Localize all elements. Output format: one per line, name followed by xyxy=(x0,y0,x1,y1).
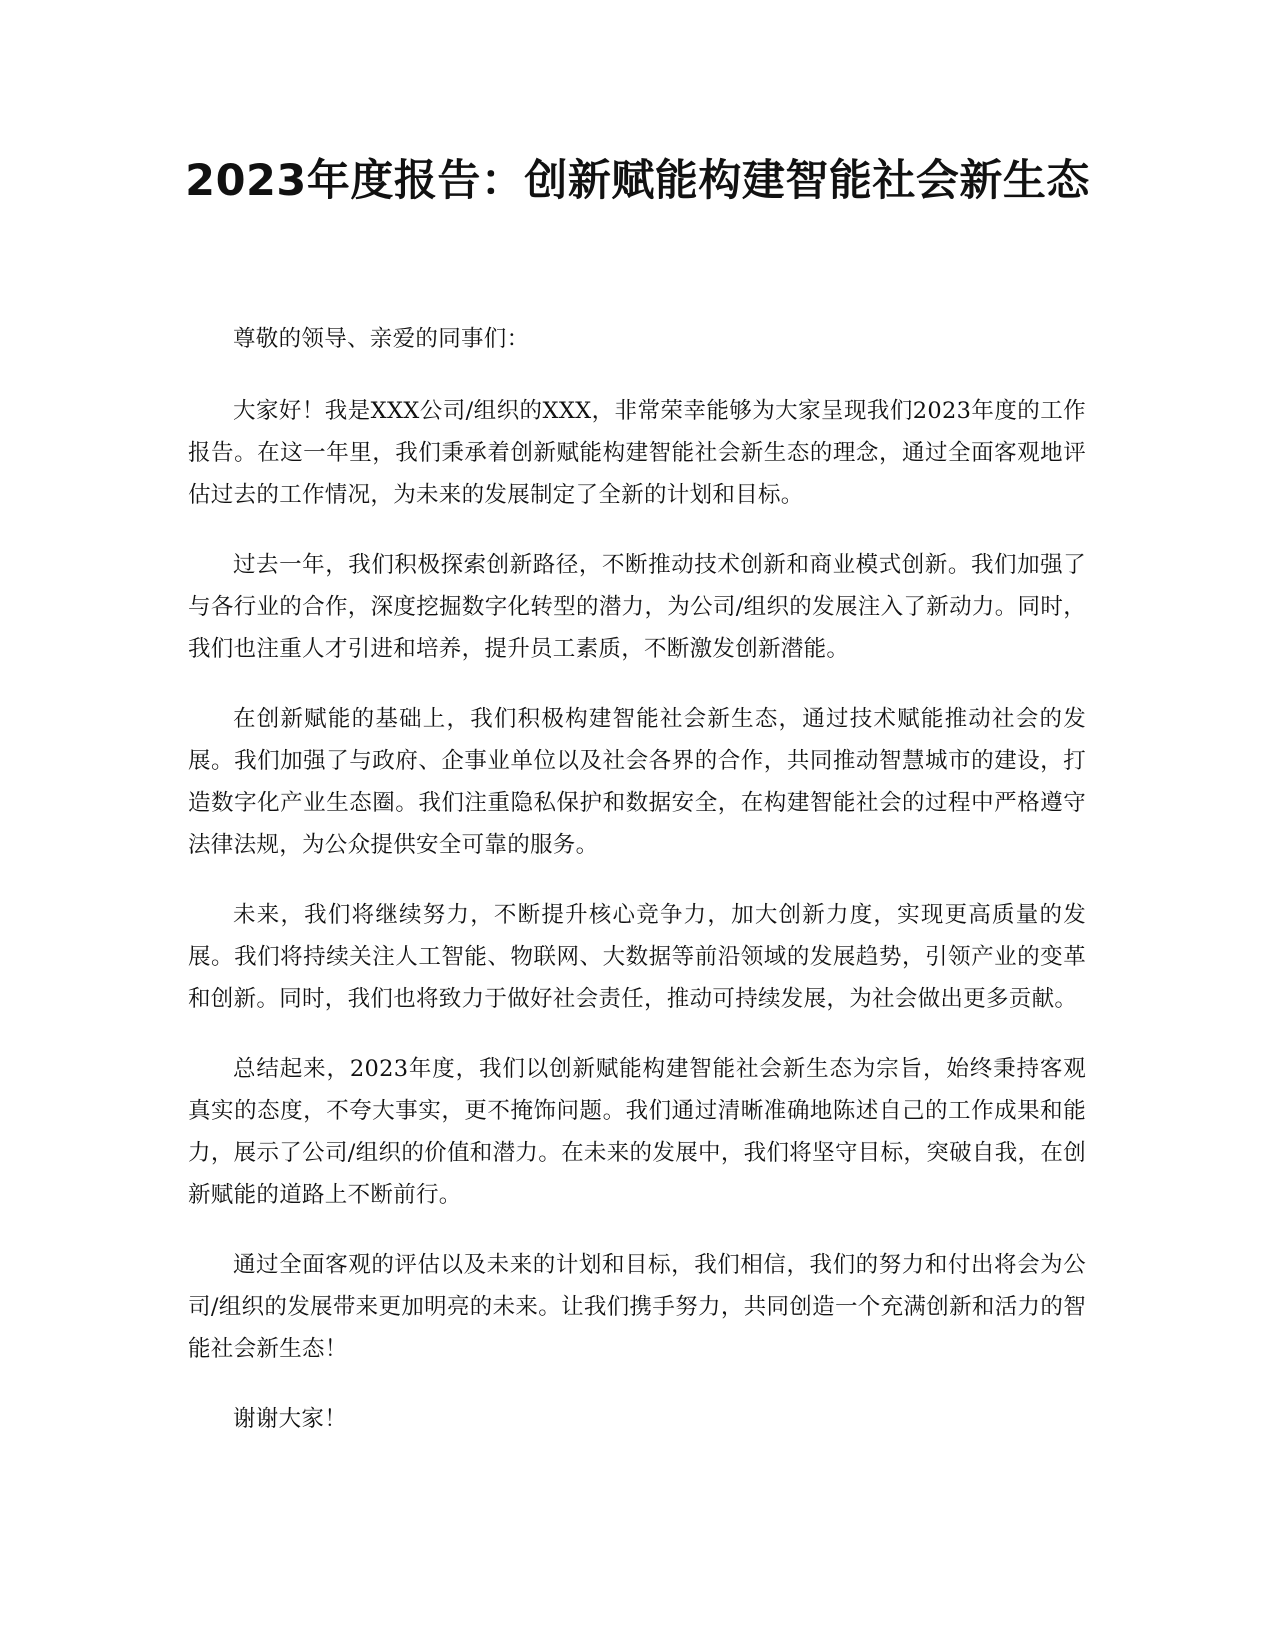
document-body xyxy=(188,318,1086,1468)
paragraph-past-year: 过去一年，我们积极探索创新路径，不断推动技术创新和商业模式创新。我们加强了与各行业的合作，深度挖掘数字化转型的潜力，为公司/组织的发展注入了新动力。同时，我们也注重人才引进和培养，提升员工素质，不断激发创新潜能。 xyxy=(188,552,1086,662)
paragraph-greeting: 尊敬的领导、亲爱的同事们： xyxy=(233,326,530,352)
paragraph-future: 未来，我们将继续努力，不断提升核心竞争力，加大创新力度，实现更高质量的发展。我们将持续关注人工智能、物联网、大数据等前沿领域的发展趋势，引领产业的变革和创新。同时，我们也将致力于做好社会责任，推动可持续发展，为社会做出更多贡献。 xyxy=(188,902,1086,1012)
paragraph-conclusion: 通过全面客观的评估以及未来的计划和目标，我们相信，我们的努力和付出将会为公司/组织的发展带来更加明亮的未来。让我们携手努力，共同创造一个充满创新和活力的智能社会新生态！ xyxy=(188,1252,1086,1362)
paragraph-ecosystem: 在创新赋能的基础上，我们积极构建智能社会新生态，通过技术赋能推动社会的发展。我们加强了与政府、企事业单位以及社会各界的合作，共同推动智慧城市的建设，打造数字化产业生态圈。我们注重隐私保护和数据安全，在构建智能社会的过程中严格遵守法律法规，为公众提供安全可靠的服务。 xyxy=(188,706,1086,858)
paragraph-summary: 总结起来，2023年度，我们以创新赋能构建智能社会新生态为宗旨，始终秉持客观真实的态度，不夸大事实，更不掩饰问题。我们通过清晰准确地陈述自己的工作成果和能力，展示了公司/组织的价值和潜力。在未来的发展中，我们将坚守目标，突破自我，在创新赋能的道路上不断前行。 xyxy=(188,1056,1086,1208)
paragraph-introduction: 大家好！我是XXX公司/组织的XXX，非常荣幸能够为大家呈现我们2023年度的工作报告。在这一年里，我们秉承着创新赋能构建智能社会新生态的理念，通过全面客观地评估过去的工作情况，为未来的发展制定了全新的计划和目标。 xyxy=(188,398,1086,508)
document-title: 2023年度报告：创新赋能构建智能社会新生态 xyxy=(185,156,1090,206)
paragraph-thanks: 谢谢大家！ xyxy=(233,1406,348,1432)
